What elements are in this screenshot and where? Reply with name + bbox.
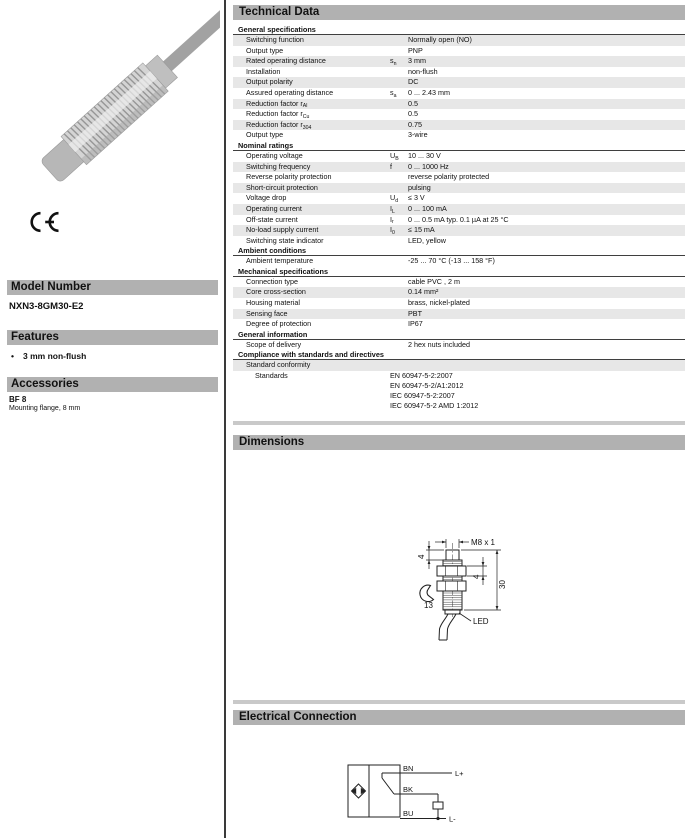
feature-item — [11, 351, 86, 361]
spec-row: Reduction factor $r_{Cu}$ 0.5 — [246, 109, 418, 120]
nut-height-label: 4 — [472, 574, 481, 580]
thread-size-label: M8 x 1 — [471, 538, 496, 548]
spec-row: Degree of protection IP67 — [246, 319, 423, 329]
spec-row: Switching function Normally open (NO) — [233, 35, 685, 46]
wire-label-bn: BN — [403, 764, 414, 774]
spec-row: Reduction factor $r_{304}$ 0.75 — [233, 120, 685, 131]
tip-length-label: 4 — [417, 554, 426, 560]
spec-row: Core cross-section 0.14 mm² — [233, 287, 685, 298]
technical-data-header: Technical Data — [233, 5, 685, 20]
spec-row: Off-state current $I_r$ 0 ... 0.5 mA typ. 0.1 µA at 25 °C — [246, 214, 509, 226]
section-heading-compliance: Compliance with standards and directives — [233, 350, 685, 360]
spec-row: Operating current $I_L$ 0 ... 100 mA — [233, 204, 685, 215]
spec-row: Output type PNP — [246, 45, 423, 55]
section-separator — [233, 421, 685, 425]
spec-row: Connection type cable PVC , 2 m — [246, 276, 460, 286]
features-header: Features — [7, 330, 218, 345]
ce-mark-icon — [26, 210, 62, 234]
dimensions-header: Dimensions — [233, 435, 685, 450]
section-heading-ambient-conditions: Ambient conditions — [233, 246, 685, 256]
spec-row: Sensing face PBT — [233, 309, 685, 320]
spec-row: Rated operating distance $s_n$ 3 mm — [233, 56, 685, 67]
wire-label-bu: BU — [403, 809, 414, 819]
hex-nut — [437, 581, 466, 591]
spec-row: Short-circuit protection pulsing — [233, 183, 685, 194]
bullet-icon: • — [11, 351, 14, 361]
spec-row: Assured operating distance $s_a$ 0 ... 2.43 mm — [246, 87, 450, 99]
wrench-size-label: 13 — [424, 601, 433, 611]
product-photo — [4, 4, 220, 208]
spec-row: Output type 3-wire — [246, 130, 428, 140]
standards-values: EN 60947-5-2:2007 EN 60947-5-2/A1:2012 IEC 60947-5-2:2007 IEC 60947-5-2 AMD 1:2012 — [390, 371, 479, 411]
spec-row: Reverse polarity protection reverse polarity protected — [246, 172, 490, 182]
accessories-header: Accessories — [7, 377, 218, 392]
load-symbol — [433, 802, 443, 809]
wiring-diagram — [340, 753, 500, 838]
model-number-header: Model Number — [7, 280, 218, 295]
spec-row: Housing material brass, nickel-plated — [246, 298, 470, 308]
spec-row: Scope of delivery 2 hex nuts included — [246, 339, 470, 349]
sensor-cable — [161, 4, 220, 73]
spec-row: Ambient temperature -25 ... 70 °C (-13 ... 158 °F) — [246, 256, 495, 266]
section-heading-mechanical-specifications: Mechanical specifications — [233, 267, 685, 277]
electrical-diagram-area — [233, 753, 685, 838]
accessory-description: Mounting flange, 8 mm — [9, 405, 81, 412]
standards-row — [233, 371, 685, 411]
section-separator — [233, 700, 685, 704]
spec-row: Switching frequency f 0 ... 1000 Hz — [233, 162, 685, 173]
body-length-label: 30 — [498, 580, 507, 590]
terminal-label-lplus: L+ — [455, 769, 464, 779]
electrical-connection-header: Electrical Connection — [233, 710, 685, 725]
dimension-drawing — [401, 512, 561, 677]
dimensions-drawing-area — [233, 450, 685, 700]
feature-text: 3 mm non-flush — [23, 351, 87, 361]
spec-row: No-load supply current $I_0$ ≤ 15 mA — [233, 225, 685, 236]
spec-row: Reduction factor $r_{Al}$ 0.5 — [233, 99, 685, 110]
hex-nut — [437, 566, 466, 576]
right-column — [233, 0, 685, 838]
standards-label: Standards — [255, 371, 288, 381]
section-heading-general-information: General information — [233, 330, 685, 340]
spec-row: Voltage drop $U_d$ ≤ 3 V — [246, 193, 425, 205]
model-number-value: NXN3-8GM30-E2 — [9, 301, 84, 312]
section-heading-nominal-ratings: Nominal ratings — [233, 141, 685, 151]
terminal-label-lminus: L- — [449, 814, 456, 824]
spec-row: Operating voltage $U_B$ 10 ... 30 V — [246, 150, 441, 162]
section-heading-general-specifications: General specifications — [233, 25, 685, 35]
standard-conformity-row: Standard conformity — [233, 360, 685, 371]
spec-row: Installation non-flush — [246, 66, 438, 76]
accessory-name: BF 8 — [9, 395, 27, 404]
technical-data-table — [233, 25, 685, 411]
wrench-icon — [420, 585, 434, 601]
spec-row: Switching state indicator LED, yellow — [246, 235, 446, 245]
led-label: LED — [473, 617, 489, 627]
wire-label-bk: BK — [403, 785, 414, 795]
spec-row: Output polarity DC — [233, 77, 685, 88]
left-column — [0, 0, 226, 838]
